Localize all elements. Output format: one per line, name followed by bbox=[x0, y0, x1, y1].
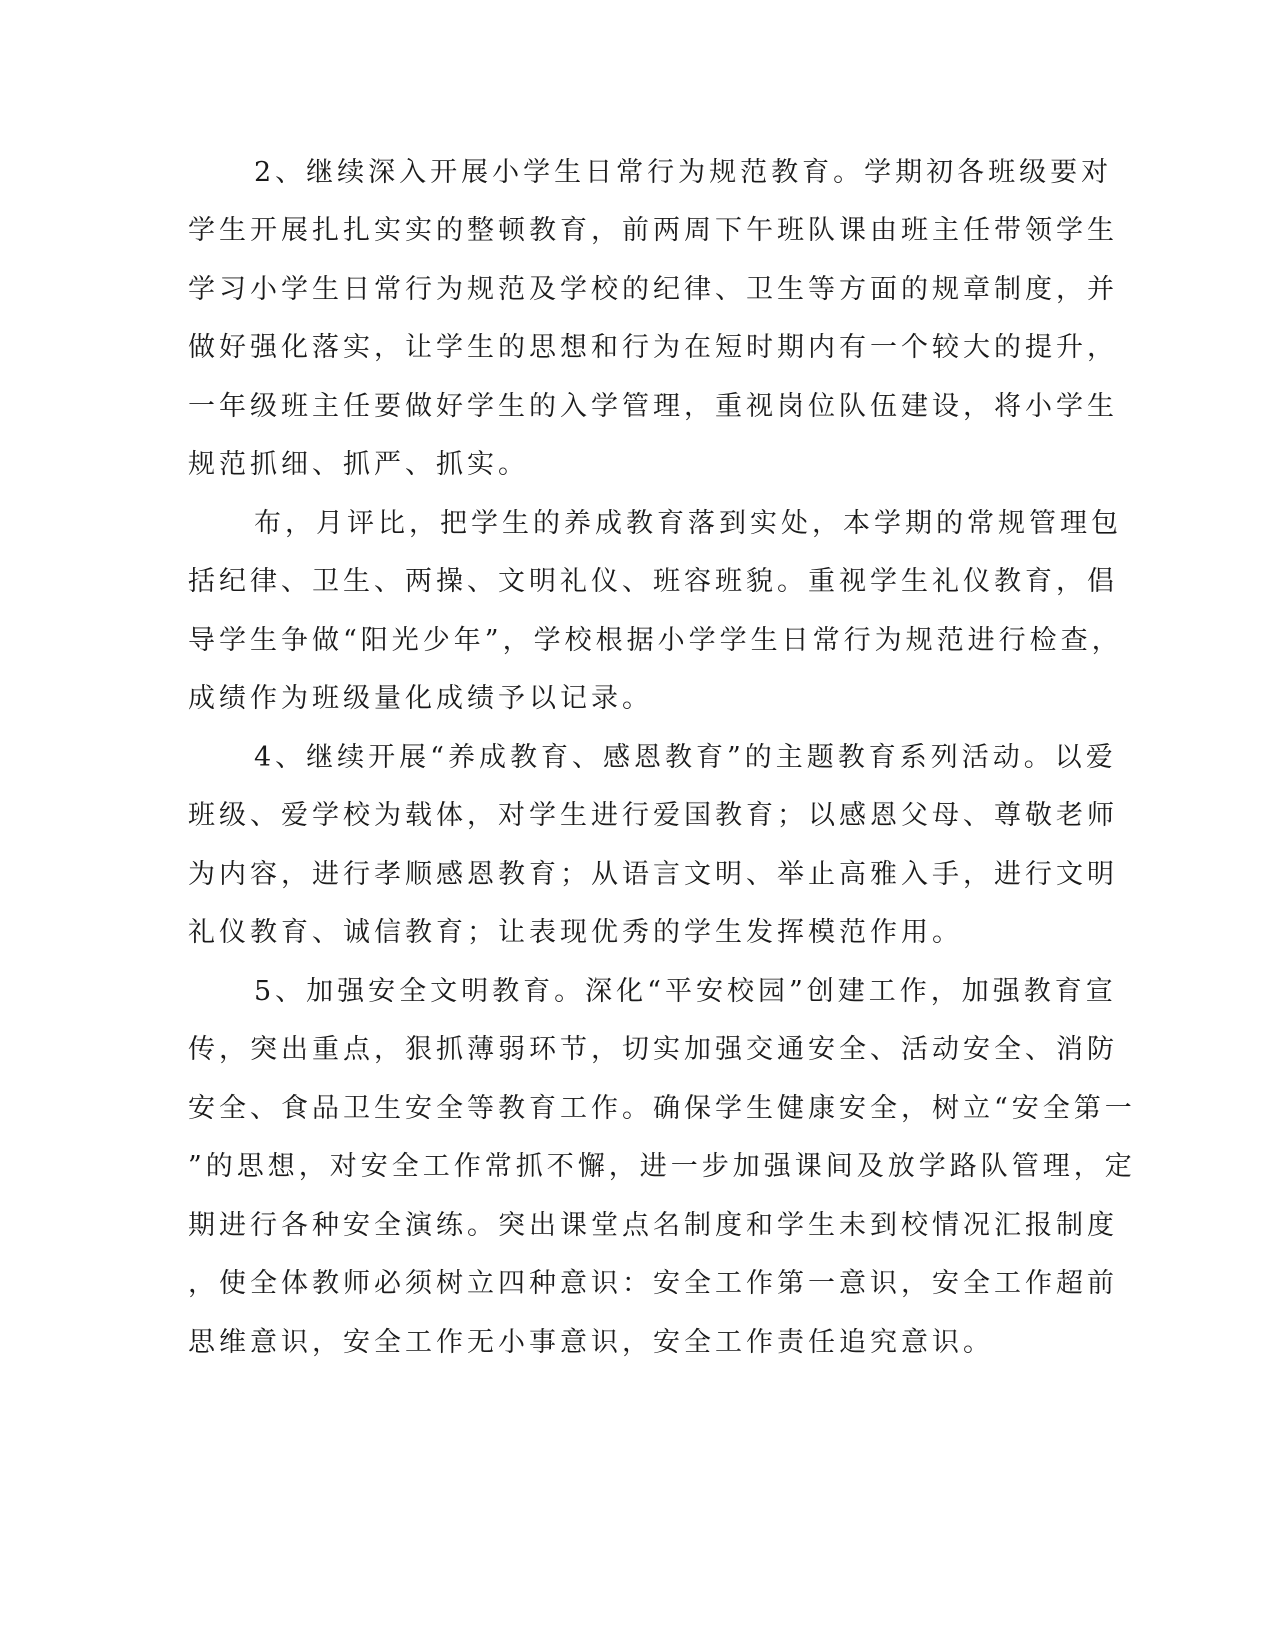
paragraph-2-line-3: 学习小学生日常行为规范及学校的纪律、卫生等方面的规章制度，并 bbox=[188, 274, 1118, 305]
paragraph-4-line-1: 4、继续开展“养成教育、感恩教育”的主题教育系列活动。以爱 bbox=[254, 742, 1117, 773]
paragraph-2-line-1: 2、继续深入开展小学生日常行为规范教育。学期初各班级要对 bbox=[254, 157, 1113, 188]
paragraph-5-line-2: 传，突出重点，狠抓薄弱环节，切实加强交通安全、活动安全、消防 bbox=[188, 1034, 1118, 1065]
paragraph-5-line-7: 思维意识，安全工作无小事意识，安全工作责任追究意识。 bbox=[188, 1327, 994, 1358]
paragraph-5-line-3: 安全、食品卫生安全等教育工作。确保学生健康安全，树立“安全第一 bbox=[188, 1093, 1136, 1124]
paragraph-4-line-3: 为内容，进行孝顺感恩教育；从语言文明、举止高雅入手，进行文明 bbox=[188, 859, 1118, 890]
paragraph-5-line-6: ，使全体教师必须树立四种意识：安全工作第一意识，安全工作超前 bbox=[188, 1268, 1118, 1299]
paragraph-3-line-3: 导学生争做“阳光少年”，学校根据小学学生日常行为规范进行检查， bbox=[188, 625, 1123, 656]
paragraph-5-line-1: 5、加强安全文明教育。深化“平安校园”创建工作，加强教育宣 bbox=[254, 976, 1117, 1007]
paragraph-3-line-2: 括纪律、卫生、两操、文明礼仪、班容班貌。重视学生礼仪教育，倡 bbox=[188, 566, 1118, 597]
paragraph-2-line-6: 规范抓细、抓严、抓实。 bbox=[188, 449, 529, 480]
paragraph-3-line-1: 布，月评比，把学生的养成教育落到实处，本学期的常规管理包 bbox=[254, 508, 1122, 539]
paragraph-2-line-4: 做好强化落实，让学生的思想和行为在短时期内有一个较大的提升， bbox=[188, 332, 1118, 363]
paragraph-4-line-4: 礼仪教育、诚信教育；让表现优秀的学生发挥模范作用。 bbox=[188, 917, 963, 948]
paragraph-2-line-5: 一年级班主任要做好学生的入学管理，重视岗位队伍建设，将小学生 bbox=[188, 391, 1118, 422]
paragraph-4-line-2: 班级、爱学校为载体，对学生进行爱国教育；以感恩父母、尊敬老师 bbox=[188, 800, 1118, 831]
paragraph-3-line-4: 成绩作为班级量化成绩予以记录。 bbox=[188, 683, 653, 714]
paragraph-5-line-4: ”的思想，对安全工作常抓不懈，进一步加强课间及放学路队管理，定 bbox=[188, 1151, 1136, 1182]
paragraph-2-line-2: 学生开展扎扎实实的整顿教育，前两周下午班队课由班主任带领学生 bbox=[188, 215, 1118, 246]
paragraph-5-line-5: 期进行各种安全演练。突出课堂点名制度和学生未到校情况汇报制度 bbox=[188, 1210, 1118, 1241]
